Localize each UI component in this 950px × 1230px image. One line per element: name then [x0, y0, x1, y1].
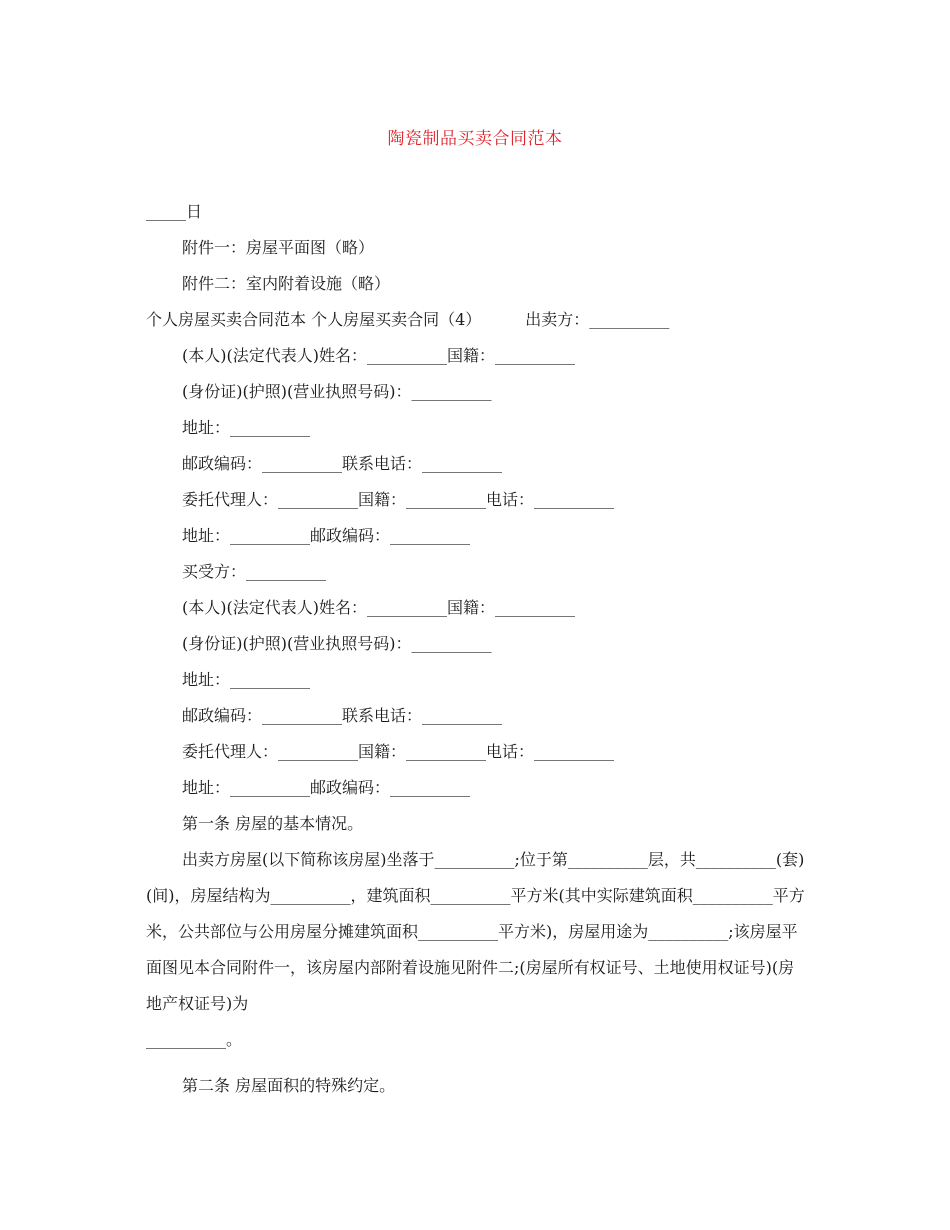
contract-heading: 个人房屋买卖合同范本 个人房屋买卖合同（4） — [146, 310, 482, 329]
seller-field: 出卖方：__________ — [525, 310, 670, 329]
attachment-one: 附件一：房屋平面图（略） — [182, 238, 375, 257]
seller-id-number: (身份证)(护照)(营业执照号码)：__________ — [182, 382, 492, 401]
contract-heading-line — [146, 302, 810, 338]
buyer-id-number: (身份证)(护照)(营业执照号码)：__________ — [182, 634, 492, 653]
article-one-paragraph: 出卖方房屋(以下简称该房屋)坐落于__________;位于第__________层，共__________(套)(间)，房屋结构为__________，建筑面积__________平方米(其中实际建筑面积__________平方米，公共部位与公用房屋分摊建筑面积__________平方米)，房屋用途为__________;该房屋平面图见本合同附件一，该房屋内部附着设施见附件二;(房屋所有权证号、土地使用权证号)(房地产权证号)为 — [146, 850, 805, 1013]
seller-agent-address: 地址：__________邮政编码：__________ — [182, 526, 471, 545]
seller-name-nationality: (本人)(法定代表人)姓名：__________国籍：__________ — [182, 346, 575, 365]
buyer-agent-address: 地址：__________邮政编码：__________ — [182, 778, 471, 797]
attachment-two: 附件二：室内附着设施（略） — [182, 274, 391, 293]
document-body — [146, 194, 810, 1104]
buyer-address: 地址：__________ — [182, 670, 311, 689]
seller-address: 地址：__________ — [182, 418, 311, 437]
buyer-name-nationality: (本人)(法定代表人)姓名：__________国籍：__________ — [182, 598, 575, 617]
buyer-field: 买受方：__________ — [182, 562, 327, 581]
buyer-postcode-phone: 邮政编码：__________联系电话：__________ — [182, 706, 503, 725]
document-title: 陶瓷制品买卖合同范本 — [387, 129, 563, 149]
date-line: _____日 — [146, 202, 203, 221]
article-one-paragraph-end: __________。 — [146, 1030, 243, 1049]
article-one-heading: 第一条 房屋的基本情况。 — [182, 814, 364, 833]
seller-postcode-phone: 邮政编码：__________联系电话：__________ — [182, 454, 503, 473]
article-two-heading: 第二条 房屋面积的特殊约定。 — [182, 1076, 396, 1095]
seller-agent: 委托代理人：__________国籍：__________电话：__________ — [182, 490, 615, 509]
buyer-agent: 委托代理人：__________国籍：__________电话：__________ — [182, 742, 615, 761]
